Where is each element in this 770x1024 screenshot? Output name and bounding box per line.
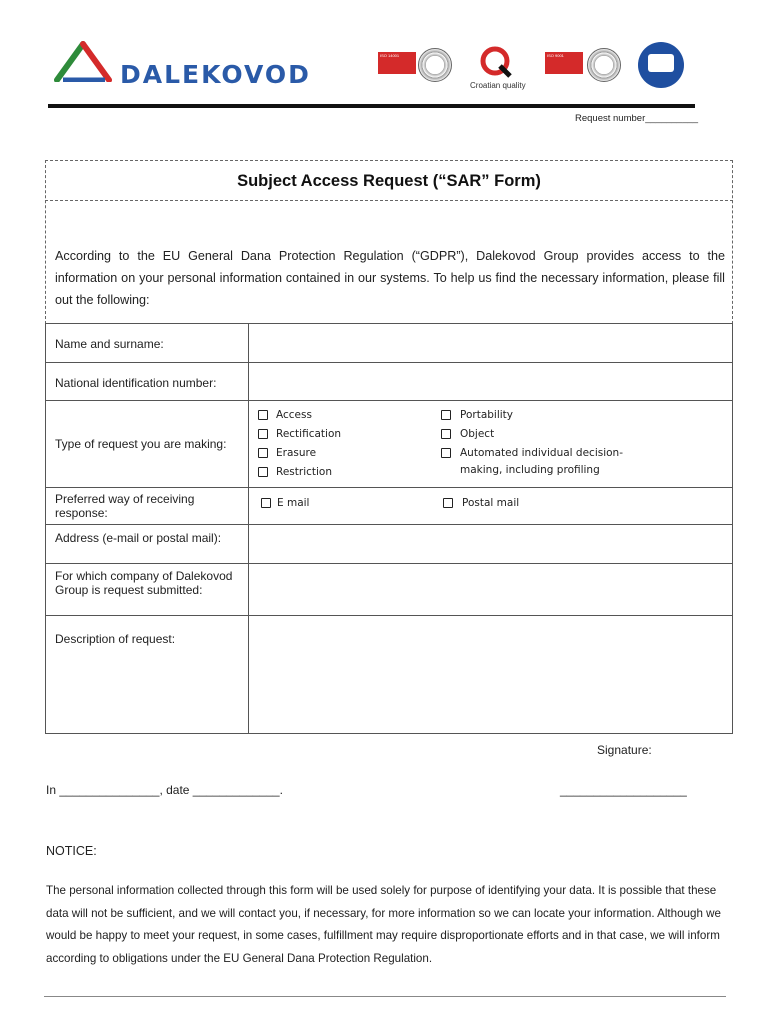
email-response-checkbox[interactable] (261, 498, 271, 508)
company-logo-wordmark: DALEKOVOD (120, 60, 311, 89)
footer-divider (44, 996, 726, 997)
iso-9001-certificate-badge: ISO 9001 (545, 52, 583, 74)
object-checkbox[interactable] (441, 429, 451, 439)
restriction-option-label: Restriction (276, 466, 332, 478)
automated-decision-option-label-line2: making, including profiling (460, 464, 600, 476)
name-input[interactable] (250, 325, 731, 361)
iso-14001-certificate-badge: ISO 14001 (378, 52, 416, 74)
croatian-quality-label: Croatian quality (470, 81, 526, 90)
notice-heading: NOTICE: (46, 844, 97, 858)
signature-line[interactable]: ___________________ (560, 783, 687, 797)
form-intro-text: According to the EU General Dana Protection Regulation (“GDPR”), Dalekovod Group provides access to the information on your personal information contained in our systems. To help us find the necessary information, please fill out the following: (55, 249, 725, 307)
description-label: Description of request: (55, 632, 176, 646)
erasure-checkbox[interactable] (258, 448, 268, 458)
erasure-option-label: Erasure (276, 447, 317, 459)
preferred-response-label: Preferred way of receiving response: (55, 492, 195, 520)
company-label: For which company of Dalekovod Group is request submitted: (55, 569, 233, 597)
description-textarea[interactable] (250, 617, 731, 732)
national-id-label: National identification number: (55, 376, 217, 390)
restriction-checkbox[interactable] (258, 467, 268, 477)
header-divider (48, 104, 695, 108)
email-response-label: E mail (277, 497, 310, 509)
place-date-line[interactable]: In _______________, date _____________. (46, 783, 283, 797)
rectification-checkbox[interactable] (258, 429, 268, 439)
form-title: Subject Access Request (“SAR” Form) (237, 172, 541, 190)
national-id-input[interactable] (250, 364, 731, 399)
request-number-field[interactable]: Request number__________ (575, 113, 699, 124)
tuv-certification-badge-icon (638, 42, 684, 88)
rectification-option-label: Rectification (276, 428, 342, 440)
croatian-quality-q-icon (478, 46, 514, 85)
postal-response-label: Postal mail (462, 497, 520, 509)
portability-checkbox[interactable] (441, 410, 451, 420)
notice-text: The personal information collected through this form will be used solely for purpose of identifying your data. It is possible that these data will not be sufficient, and we will contact you, if necessary, for more information so we can locate your information. Although we would be happy to meet your request, in some cases, fulfillment may require disproportionate efforts and in that case, we will inform according to obligations under the EU General Dana Protection Regulation. (46, 884, 721, 965)
request-type-label: Type of request you are making: (55, 437, 227, 451)
name-label: Name and surname: (55, 337, 164, 351)
automated-decision-checkbox[interactable] (441, 448, 451, 458)
bureau-veritas-seal-icon (587, 48, 621, 82)
address-input[interactable] (250, 526, 731, 562)
bureau-veritas-seal-icon (418, 48, 452, 82)
portability-option-label: Portability (460, 409, 513, 421)
access-checkbox[interactable] (258, 410, 268, 420)
automated-decision-option-label: Automated individual decision- (460, 447, 623, 459)
company-input[interactable] (250, 565, 731, 614)
access-option-label: Access (276, 409, 312, 421)
address-label: Address (e-mail or postal mail): (55, 531, 222, 545)
object-option-label: Object (460, 428, 495, 440)
signature-label: Signature: (597, 743, 652, 757)
dalekovod-logo-triangle-icon (54, 40, 112, 87)
postal-response-checkbox[interactable] (443, 498, 453, 508)
